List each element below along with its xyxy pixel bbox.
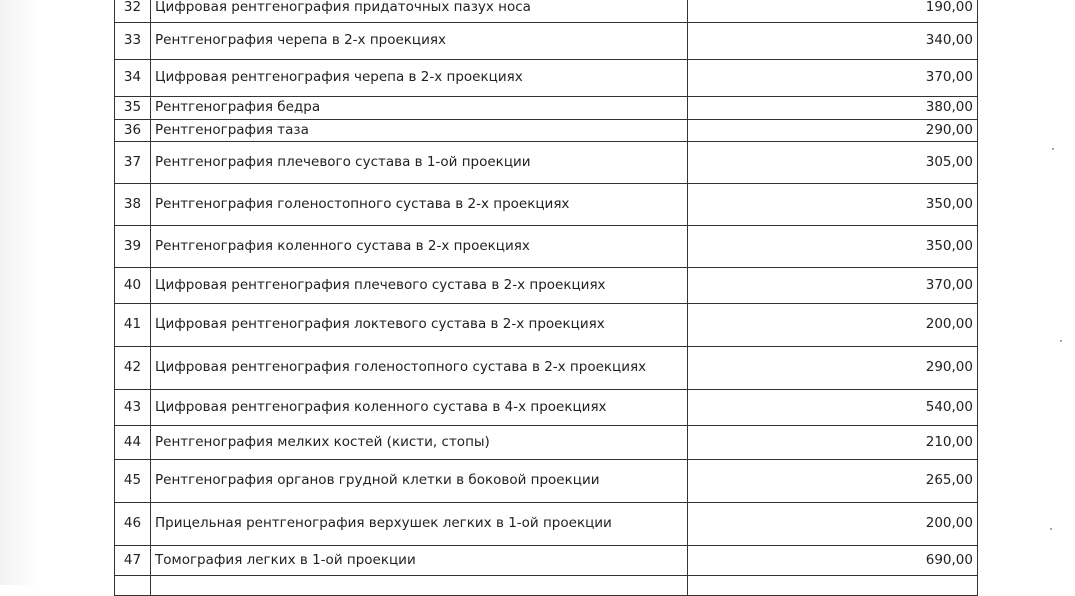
service-price: 290,00 (688, 347, 978, 390)
service-price: 350,00 (688, 184, 978, 226)
service-name: Цифровая рентгенография локтевого сустава в 2-х проекциях (151, 304, 688, 347)
service-price: 290,00 (688, 120, 978, 142)
scan-speck (1052, 148, 1054, 150)
row-number: 34 (115, 60, 151, 97)
service-price: 210,00 (688, 426, 978, 460)
row-number (115, 576, 151, 596)
row-number: 47 (115, 546, 151, 576)
service-name: Рентгенография мелких костей (кисти, стопы) (151, 426, 688, 460)
row-number: 44 (115, 426, 151, 460)
table-row (115, 226, 978, 268)
table-row (115, 304, 978, 347)
table-row (115, 120, 978, 142)
scan-edge-shadow (0, 0, 40, 585)
service-name: Цифровая рентгенография коленного сустава в 4-х проекциях (151, 390, 688, 426)
service-name: Рентгенография коленного сустава в 2-х проекциях (151, 226, 688, 268)
table-row (115, 23, 978, 60)
scan-speck (1050, 528, 1052, 530)
service-name: Цифровая рентгенография придаточных пазух носа (151, 0, 688, 23)
table-row (115, 390, 978, 426)
table-row (115, 184, 978, 226)
row-number: 33 (115, 23, 151, 60)
row-number: 40 (115, 268, 151, 304)
price-list-table (114, 0, 978, 596)
table-row (115, 0, 978, 23)
row-number: 36 (115, 120, 151, 142)
service-price: 265,00 (688, 460, 978, 503)
service-name: Прицельная рентгенография верхушек легких в 1-ой проекции (151, 503, 688, 546)
service-name (151, 576, 688, 596)
row-number: 46 (115, 503, 151, 546)
service-name: Цифровая рентгенография голеностопного сустава в 2-х проекциях (151, 347, 688, 390)
service-price: 690,00 (688, 546, 978, 576)
service-price: 540,00 (688, 390, 978, 426)
table-row (115, 546, 978, 576)
table-row (115, 576, 978, 596)
table-row (115, 503, 978, 546)
service-price: 340,00 (688, 23, 978, 60)
service-price: 305,00 (688, 142, 978, 184)
table-row (115, 460, 978, 503)
table-row (115, 426, 978, 460)
table-row (115, 268, 978, 304)
row-number: 41 (115, 304, 151, 347)
row-number: 35 (115, 97, 151, 120)
table-row (115, 142, 978, 184)
row-number: 32 (115, 0, 151, 23)
service-name: Рентгенография черепа в 2-х проекциях (151, 23, 688, 60)
service-price (688, 576, 978, 596)
service-name: Рентгенография бедра (151, 97, 688, 120)
service-name: Цифровая рентгенография черепа в 2-х проекциях (151, 60, 688, 97)
service-price: 200,00 (688, 304, 978, 347)
service-name: Томография легких в 1-ой проекции (151, 546, 688, 576)
service-name: Рентгенография таза (151, 120, 688, 142)
row-number: 37 (115, 142, 151, 184)
table-row (115, 60, 978, 97)
scan-speck (1060, 340, 1062, 342)
row-number: 38 (115, 184, 151, 226)
table-row (115, 347, 978, 390)
table-row (115, 97, 978, 120)
service-name: Рентгенография голеностопного сустава в 2-х проекциях (151, 184, 688, 226)
row-number: 42 (115, 347, 151, 390)
service-price: 370,00 (688, 268, 978, 304)
service-price: 350,00 (688, 226, 978, 268)
service-price: 200,00 (688, 503, 978, 546)
row-number: 39 (115, 226, 151, 268)
service-price: 380,00 (688, 97, 978, 120)
service-name: Рентгенография органов грудной клетки в боковой проекции (151, 460, 688, 503)
service-name: Рентгенография плечевого сустава в 1-ой проекции (151, 142, 688, 184)
service-price: 190,00 (688, 0, 978, 23)
service-name: Цифровая рентгенография плечевого сустава в 2-х проекциях (151, 268, 688, 304)
row-number: 43 (115, 390, 151, 426)
row-number: 45 (115, 460, 151, 503)
service-price: 370,00 (688, 60, 978, 97)
